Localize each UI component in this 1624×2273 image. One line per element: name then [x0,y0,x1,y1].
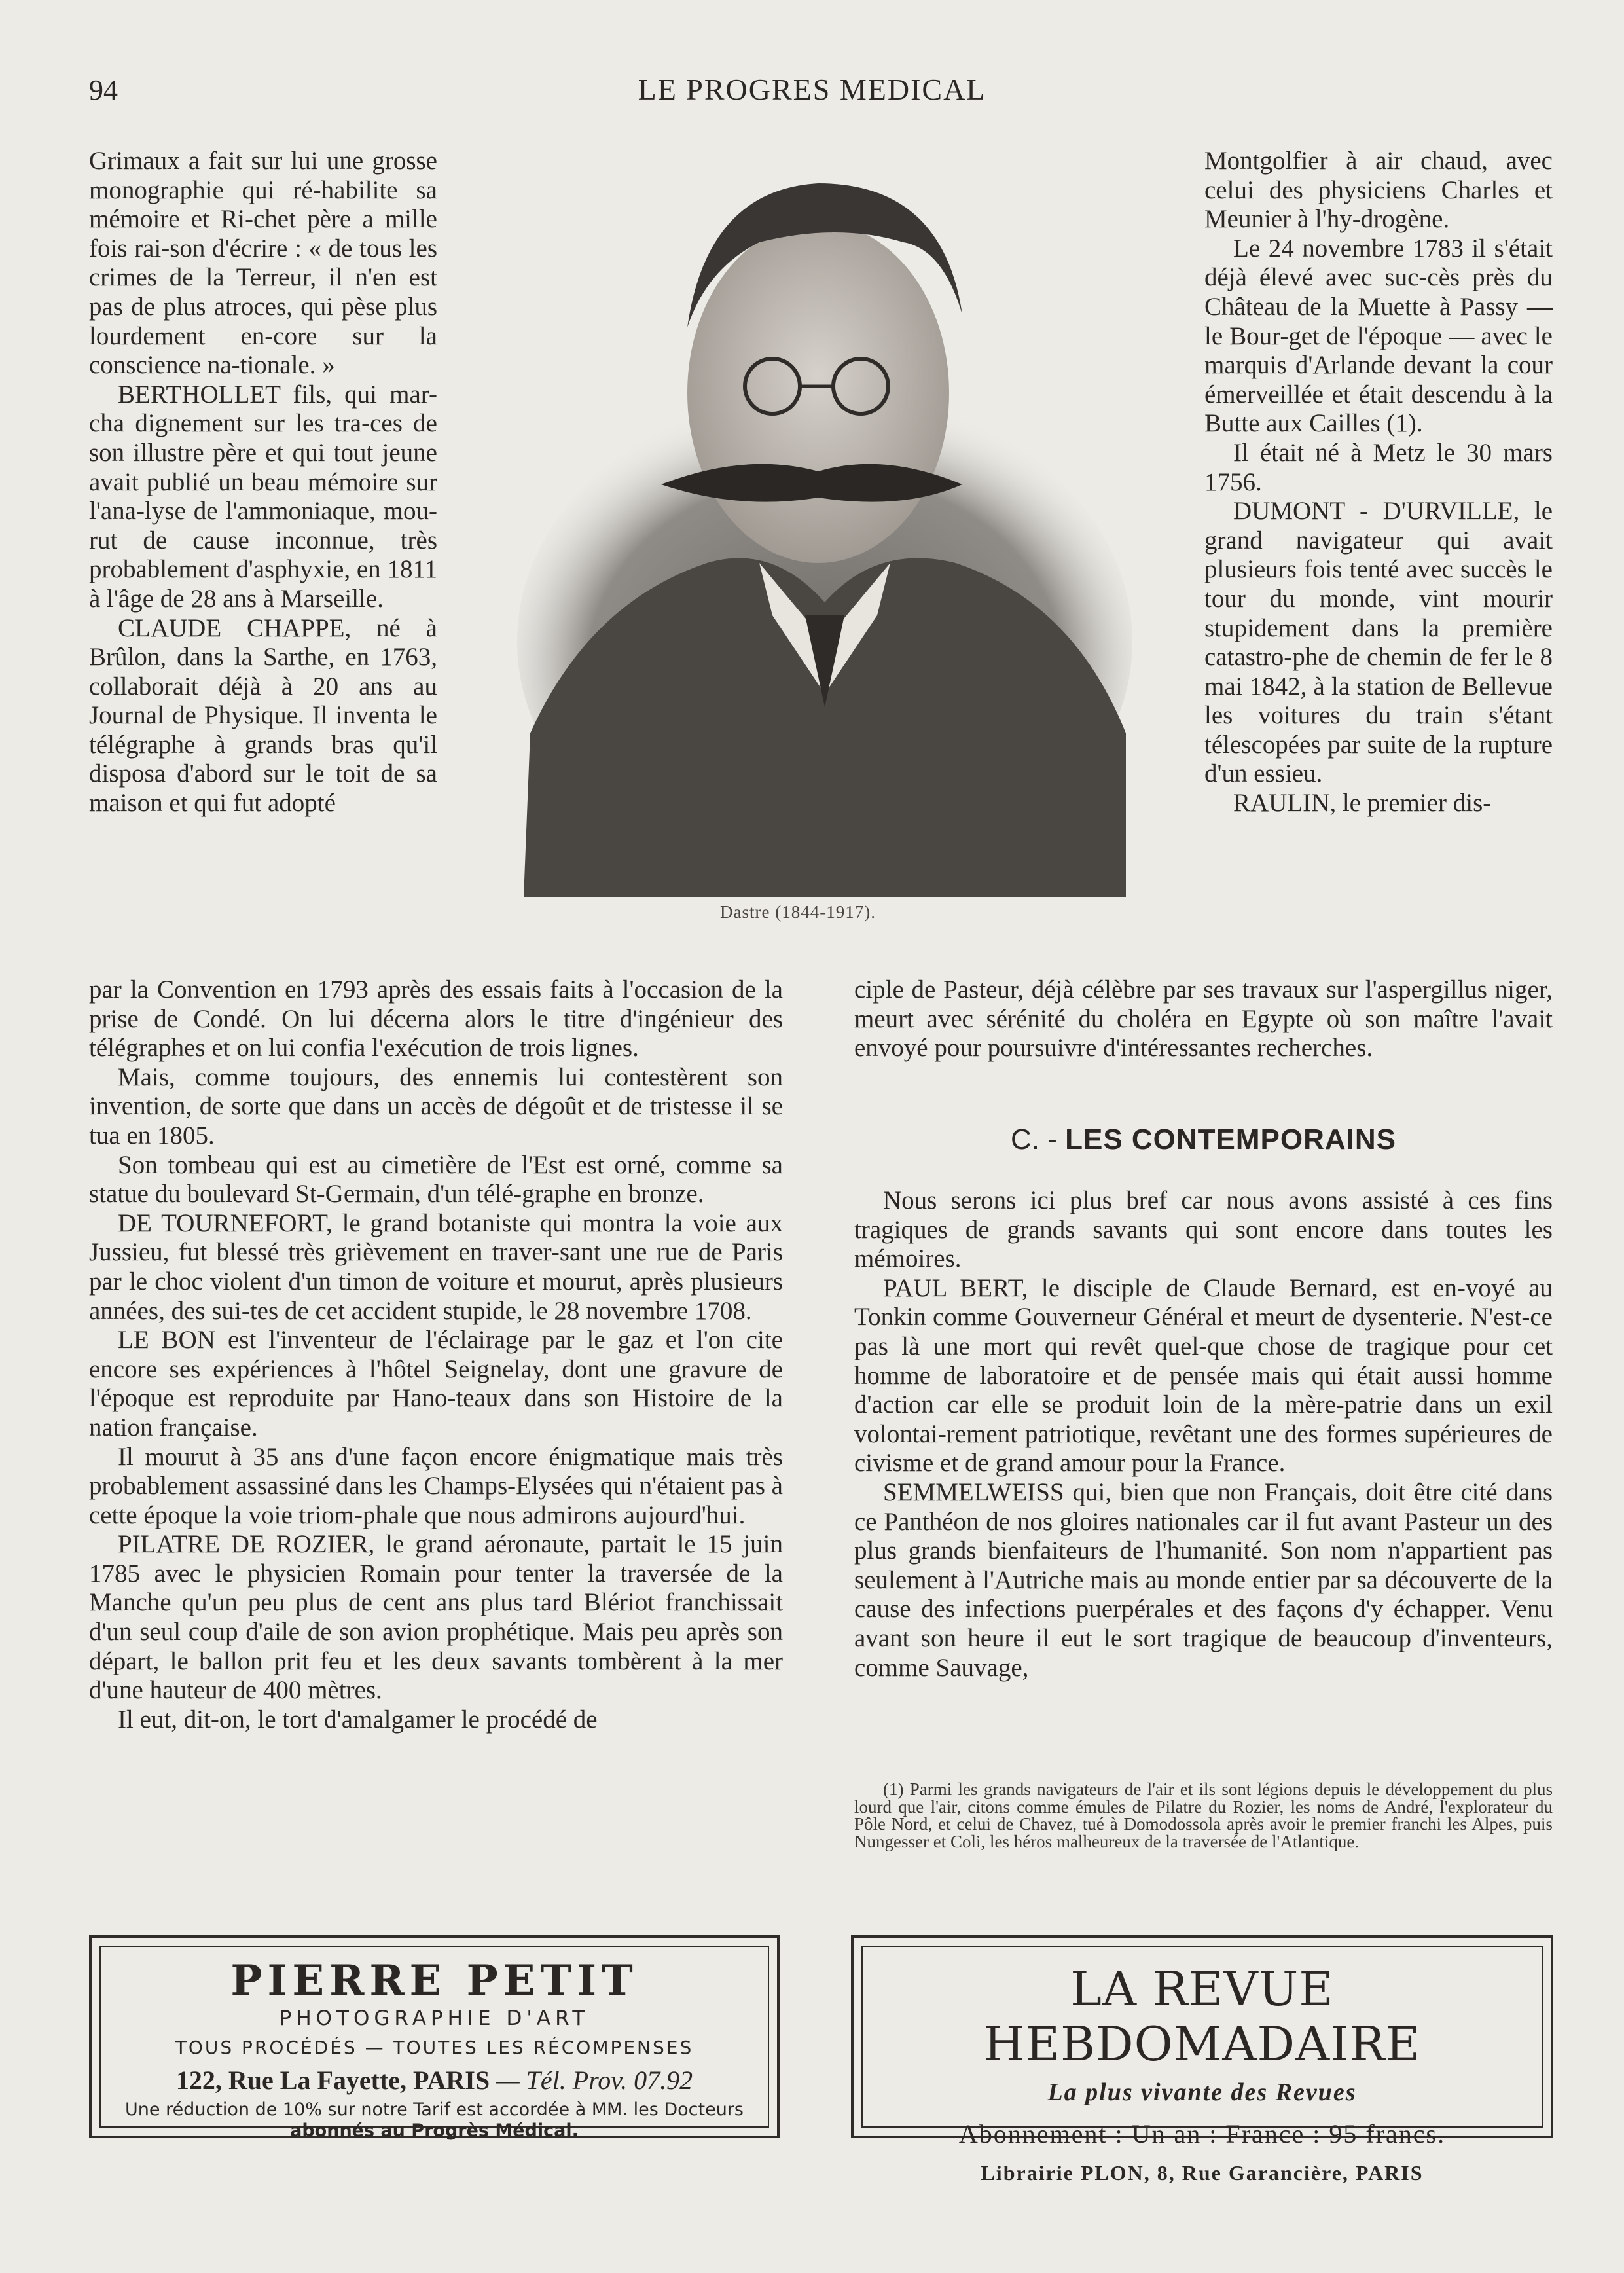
section-heading [854,1123,1553,1156]
paragraph: DUMONT - D'URVILLE, le grand navigateur qui avait plusieurs fois tenté avec succès le tour du monde, vint mourir stupidement dans la première catastro-phe de chemin de fer le 8 mai 1842, à la station de Bellevue les voitures du train s'étant télescopées par suite de la rupture d'un essieu. [1204,497,1553,788]
paragraph: ciple de Pasteur, déjà célèbre par ses travaux sur l'aspergillus niger, meurt avec sérénité du choléra en Egypte où son maître l'avait envoyé pour poursuivre d'intéressantes recherches. [854,975,1553,1063]
ad-frame [99,1946,769,2141]
paragraph: CLAUDE CHAPPE, né à Brûlon, dans la Sarthe, en 1763, collaborait déjà à 20 ans au Journal de Physique. Il inventa le télégraphe à grands bras qu'il disposa d'abord sur le toit de sa maison et qui fut adopté [89,613,437,818]
paragraph: BERTHOLLET fils, qui mar-cha dignement sur les tra-ces de son illustre père et qui tout jeune avait publié un beau mémoire sur l'ana-lyse de l'ammoniaque, mou-rut de cause inconnue, très probablement d'asphyxie, en 1811 à l'âge de 28 ans à Marseille. [89,380,437,613]
paragraph: Nous serons ici plus bref car nous avons assisté à ces fins tragiques de grands savants qui sont encore dans toutes les mémoires. [854,1186,1553,1273]
paragraph: DE TOURNEFORT, le grand botaniste qui montra la voie aux Jussieu, fut blessé très grièvement en traver-sant une rue de Paris par le choc violent d'un timon de voiture et mourut, après plusieurs années, des sui-tes de cet accident stupide, le 28 novembre 1708. [89,1209,783,1325]
paragraph: par la Convention en 1793 après des essais faits à l'occasion de la prise de Condé. On lui décerna alors le titre d'ingénieur des télégraphes et on lui confia l'exécution de trois lignes. [89,975,783,1063]
ad-address-line [101,2065,768,2096]
ad-phone: — Tél. Prov. 07.92 [496,2065,693,2095]
paragraph: Son tombeau qui est au cimetière de l'Est est orné, comme sa statue du boulevard St-Germain, d'un télé-graphe en bronze. [89,1150,783,1209]
ad-title: LA REVUE HEBDOMADAIRE [983,1961,1421,2071]
paragraph: SEMMELWEISS qui, bien que non Français, doit être cité dans ce Panthéon de nos gloires nationales car il fut avant Pasteur un des plus grands bienfaiteurs de l'humanité. Son nom n'appartient pas seulement à l'Autriche mais au monde entier par sa découverte de la cause des infections puerpérales et des façons d'y échapper. Venu avant son heure il eut le sort tragique de beaucoup d'inventeurs, comme Sauvage, [854,1478,1553,1682]
page-number: 94 [89,74,118,106]
ad-subscription: Abonnement : Un an : France : 95 francs. [958,2119,1446,2149]
ad-note-line: Une réduction de 10% sur notre Tarif est accordée à MM. les Docteurs [125,2100,744,2120]
ad-subtitle: La plus vivante des Revues [1047,2079,1357,2106]
footnote [854,1781,1553,1850]
ad-subtitle: PHOTOGRAPHIE D'ART [279,2007,590,2030]
paragraph: Il mourut à 35 ans d'une façon encore énigmatique mais très probablement assassiné dans les Champs-Elysées qui n'étaient pas à cette époque la voie triom-phale que nous admirons aujourd'hui. [89,1442,783,1529]
paragraph: Le 24 novembre 1783 il s'était déjà élevé avec suc-cès près du Château de la Muette à Passy — le Bour-get de l'époque — avec le marquis d'Arlande devant la cour émerveillée et était descendu à la Butte aux Cailles (1). [1204,234,1553,438]
footnote-text: (1) Parmi les grands navigateurs de l'air et ils sont légions depuis le développement du plus lourd que l'air, citons comme émules de Pilatre du Rozier, les noms de André, l'explorateur du Pôle Nord, et celui de Chavez, tué à Domodossola après avoir le premier franchi les Alpes, puis Nungesser et Coli, les héros malheureux de la traversée de l'Atlantique. [854,1779,1553,1851]
portrait-photo [511,144,1139,897]
paragraph: Grimaux a fait sur lui une grosse monographie qui ré-habilite sa mémoire et Ri-chet père a mille fois rai-son d'écrire : « de tous les crimes de la Terreur, il n'en est pas de plus atroces, qui pèse plus lourdement en-core sur la conscience na-tionale. » [89,147,437,380]
column-right-middle [854,975,1553,1063]
figure-caption: Dastre (1844-1917). [720,902,876,922]
ad-title: PIERRE PETIT [230,1956,638,2005]
paragraph: Montgolfier à air chaud, avec celui des physiciens Charles et Meunier à l'hy-drogène. [1204,147,1553,234]
paragraph: RAULIN, le premier dis- [1233,789,1492,818]
advertisement-revue-hebdomadaire [851,1935,1553,2185]
ad-note [101,2100,768,2141]
ad-frame [861,1946,1543,2185]
section-title: LES CONTEMPORAINS [1065,1123,1397,1155]
paragraph: PAUL BERT, le disciple de Claude Bernard, est en-voyé au Tonkin comme Gouverneur Général et meurt de dysenterie. N'est-ce pas là une mort qui revêt quel-que chose de tragique pour cet homme de laboratoire et de pensée mais qui était aussi homme d'action car elle se produit loin de la mère-patrie dans un exil volontai-rement patriotique, revêtant une des formes supérieures de civisme et de grand amour pour la France. [854,1273,1553,1478]
paragraph: Mais, comme toujours, des ennemis lui contestèrent son invention, de sorte que dans un accès de dégoût et de tristesse il se tua en 1805. [89,1063,783,1150]
column-left-bottom [89,975,783,1734]
paragraph: PILATRE DE ROZIER, le grand aéronaute, partait le 15 juin 1785 avec le physicien Romain pour tenter la traversée de la Manche qu'un peu plus de cent ans plus tard Blériot franchissait d'un seul coup d'aile de son avion prophétique. Mais peu après son départ, le ballon prit feu et les deux savants tombèrent à la mer d'une hauteur de 400 mètres. [89,1530,783,1705]
ad-note-line: abonnés au Progrès Médical. [290,2120,579,2141]
column-left-top [89,147,437,818]
paragraph: Il était né à Metz le 30 mars 1756. [1204,438,1553,496]
column-right-top [1204,147,1553,818]
ad-address: 122, Rue La Fayette, PARIS [175,2065,490,2095]
advertisement-pierre-petit [89,1935,780,2141]
column-right-bottom [854,1186,1553,1682]
ad-tagline: TOUS PROCÉDÉS — TOUTES LES RÉCOMPENSES [175,2037,694,2058]
running-title: LE PROGRES MEDICAL [638,73,986,106]
paragraph: LE BON est l'inventeur de l'éclairage par le gaz et l'on cite encore ses expériences à l'hôtel Seignelay, dont une gravure de l'époque est reproduite par Hano-teaux dans son Histoire de la nation française. [89,1326,783,1442]
paragraph: Il eut, dit-on, le tort d'amalgamer le procédé de [118,1705,598,1734]
section-prefix: C. - [1010,1123,1057,1155]
ad-publisher: Librairie PLON, 8, Rue Garancière, PARIS [981,2161,1424,2185]
